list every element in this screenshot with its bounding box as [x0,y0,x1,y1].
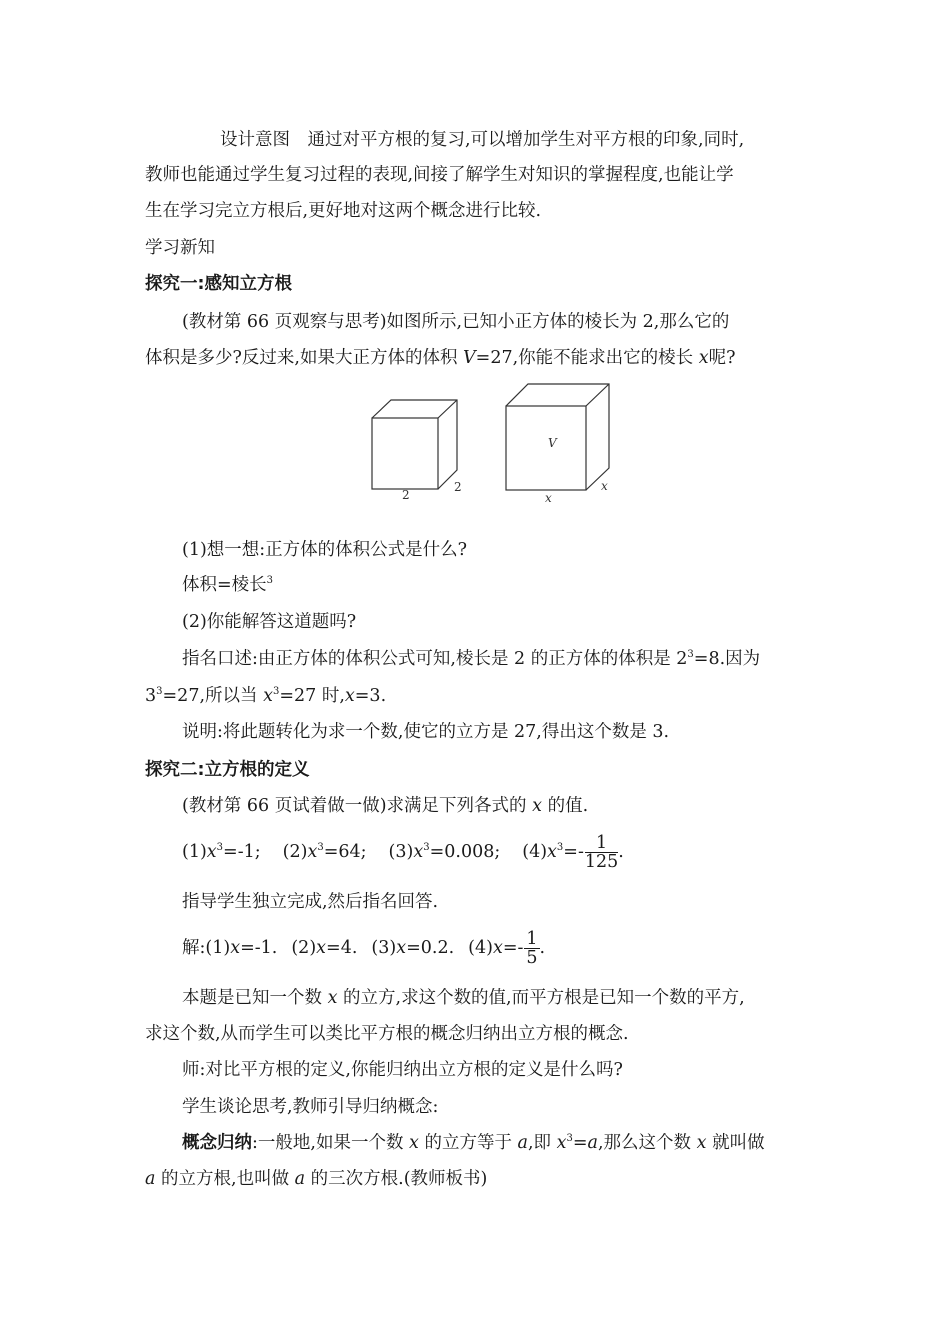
small-cube-edge-side: 2 [454,480,462,494]
concept-line-1: 概念归纳:一般地,如果一个数 x 的立方等于 a,即 $x^3=a$,那么这个数 x 就叫做 [182,1133,765,1153]
answer-line-2: $3^3=27$,所以当 $x^3=27$ 时,x=3. [145,686,387,706]
explore1-title: 探究一:感知立方根 [145,274,292,294]
small-cube [372,400,457,489]
big-cube [506,384,609,490]
explore2-intro: (教材第 66 页试着做一做)求满足下列各式的 x 的值. [182,796,589,816]
volume-formula: 体积=棱长$^3$ [182,575,274,595]
big-cube-edge-side: x [601,479,608,493]
solution-line: 解:(1)x=-1. (2)x=4. (3)x=0.2. (4)x=- $\frac{1}{5}$ . [182,929,546,968]
answer-line-1: 指名口述:由正方体的体积公式可知,棱长是 2 的正方体的体积是 $2^3=8$.因为 [182,649,761,669]
think-question: (1)想一想:正方体的体积公式是什么? [182,540,468,560]
design-intent-line-3: 生在学习完立方根后,更好地对这两个概念进行比较. [145,201,542,221]
equations-line: $(1)x^3=-1$; $(2)x^3=64$; $(3)x^3=0.008$; $(4)x^3=-$ $\frac{1}{125}$ . [182,833,624,872]
explore1-question-line-2: 体积是多少?反过来,如果大正方体的体积 V=27,你能不能求出它的棱长 x呢? [145,348,736,368]
can-you-solve: (2)你能解答这道题吗? [182,612,357,632]
design-intent-line-2: 教师也能通过学生复习过程的表现,间接了解学生对知识的掌握程度,也能让学 [145,165,734,185]
analysis-line-2: 求这个数,从而学生可以类比平方根的概念归纳出立方根的概念. [145,1024,629,1044]
explanation: 说明:将此题转化为求一个数,使它的立方是 27,得出这个数是 3. [182,722,670,742]
design-intent-line-1: 设计意图 通过对平方根的复习,可以增加学生对平方根的印象,同时, [220,130,745,150]
big-cube-volume-label: V [548,436,557,450]
big-cube-edge-bottom: x [545,491,552,505]
explore1-question-line-1: (教材第 66 页观察与思考)如图所示,已知小正方体的棱长为 2,那么它的 [182,312,730,332]
guide-text: 指导学生独立完成,然后指名回答. [182,892,439,912]
teacher-question: 师:对比平方根的定义,你能归纳出立方根的定义是什么吗? [182,1060,623,1080]
explore2-title: 探究二:立方根的定义 [145,760,310,780]
cube-figure [360,382,620,507]
concept-line-2: a 的立方根,也叫做 a 的三次方根.(教师板书) [145,1169,488,1189]
fraction-1-125: $\frac{1}{125}$ [584,833,619,872]
analysis-line-1: 本题是已知一个数 x 的立方,求这个数的值,而平方根是已知一个数的平方, [182,988,745,1008]
fraction-1-5: $\frac{1}{5}$ [526,929,538,968]
concept-label: 概念归纳 [182,1133,252,1153]
small-cube-edge-bottom: 2 [402,488,410,502]
section-title: 学习新知 [145,238,215,258]
students-discuss: 学生谈论思考,教师引导归纳概念: [182,1097,439,1117]
